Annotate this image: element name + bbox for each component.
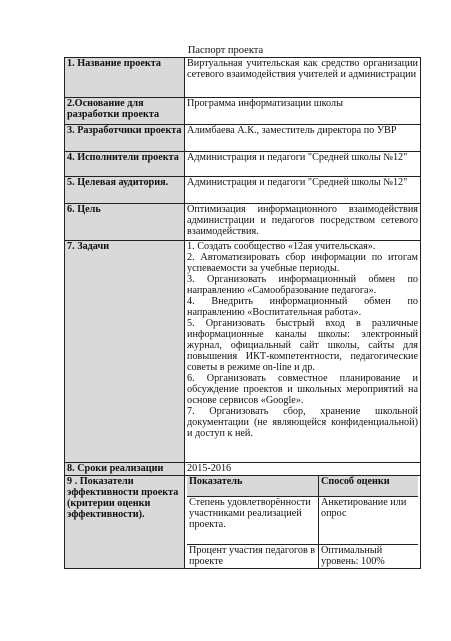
- task-item: 3. Организовать информационный обмен по направлению «Самообразование педагога».: [187, 274, 418, 296]
- row-label-audience: 5. Целевая аудитория.: [65, 177, 185, 204]
- row-value-name: Виртуальная учительская как средство организации сетевого взаимодействия учителей и администрации: [185, 58, 421, 98]
- row-label-name: 1. Название проекта: [65, 58, 185, 98]
- row-value-developers: Алимбаева А.К., заместитель директора по УВР: [185, 125, 421, 152]
- indicator-header: Показатель: [187, 476, 319, 497]
- row-value-tasks: [185, 241, 421, 463]
- table-row: [65, 476, 421, 569]
- document-title: Паспорт проекта: [187, 45, 264, 56]
- row-value-basis: Программа информатизации школы: [185, 98, 421, 125]
- task-item: 6. Организовать совместное планирование и обсуждение проектов и школьных мероприятий на основе сервисов «Google».: [187, 373, 418, 406]
- table-row: [65, 463, 421, 476]
- row-label-timeline: 8. Сроки реализации: [65, 463, 185, 476]
- method-cell: Оптимальный уровень: 100%: [321, 545, 385, 567]
- table-row: [65, 241, 421, 463]
- task-item: 7. Организовать сбор, хранение школьной документации (не являющейся конфиденциальной) и доступ к ней.: [187, 406, 418, 439]
- table-row: [187, 497, 418, 545]
- row-value-audience: Администрация и педагоги "Средней школы №12": [185, 177, 421, 204]
- indicator-cell: Степень удовлетворённости участниками реализацией проекта.: [187, 497, 319, 545]
- table-row: [65, 125, 421, 152]
- row-label-indicators: 9 . Показатели эффективности проекта (критерии оценки эффективности).: [65, 476, 185, 569]
- row-value-timeline: 2015-2016: [185, 463, 421, 476]
- table-row: [65, 58, 421, 98]
- table-row: [65, 98, 421, 125]
- row-value-executors: Администрация и педагоги "Средней школы №12": [185, 152, 421, 177]
- indicator-cell: Процент участия педагогов в проекте: [187, 545, 319, 569]
- task-item: 1. Создать сообщество «12ая учительская».: [187, 241, 376, 252]
- table-row: [65, 204, 421, 241]
- row-label-tasks: 7. Задачи: [65, 241, 185, 463]
- row-label-executors: 4. Исполнители проекта: [65, 152, 185, 177]
- method-cell: Анкетирование или опрос: [319, 497, 419, 545]
- task-item: 5. Организовать быстрый вход в различные информационные каналы школы: электронный журнал, официальный сайт школы, сайты для повышения ИКТ-компетентности, педагогические советы в режиме on-line и др.: [187, 318, 418, 373]
- table-row: [187, 545, 418, 569]
- indicators-table: [187, 476, 418, 568]
- row-value-indicators: [185, 476, 421, 569]
- row-label-basis: 2.Основание для разработки проекта: [65, 98, 185, 125]
- row-label-developers: 3. Разработчики проекта: [65, 125, 185, 152]
- task-item: 4. Внедрить информационный обмен по направлению «Воспитательная работа».: [187, 296, 418, 318]
- row-label-goal: 6. Цель: [65, 204, 185, 241]
- indicators-header-row: [187, 476, 418, 497]
- method-header: Способ оценки: [319, 476, 419, 497]
- task-item: 2. Автоматизировать сбор информации по итогам успеваемости за учебные периоды.: [187, 252, 418, 274]
- table-row: [65, 152, 421, 177]
- row-value-goal: Оптимизация информационного взаимодействия администрации и педагогов посредством сетевого взаимодействия.: [185, 204, 421, 241]
- table-row: [65, 177, 421, 204]
- project-passport-table: [64, 57, 421, 569]
